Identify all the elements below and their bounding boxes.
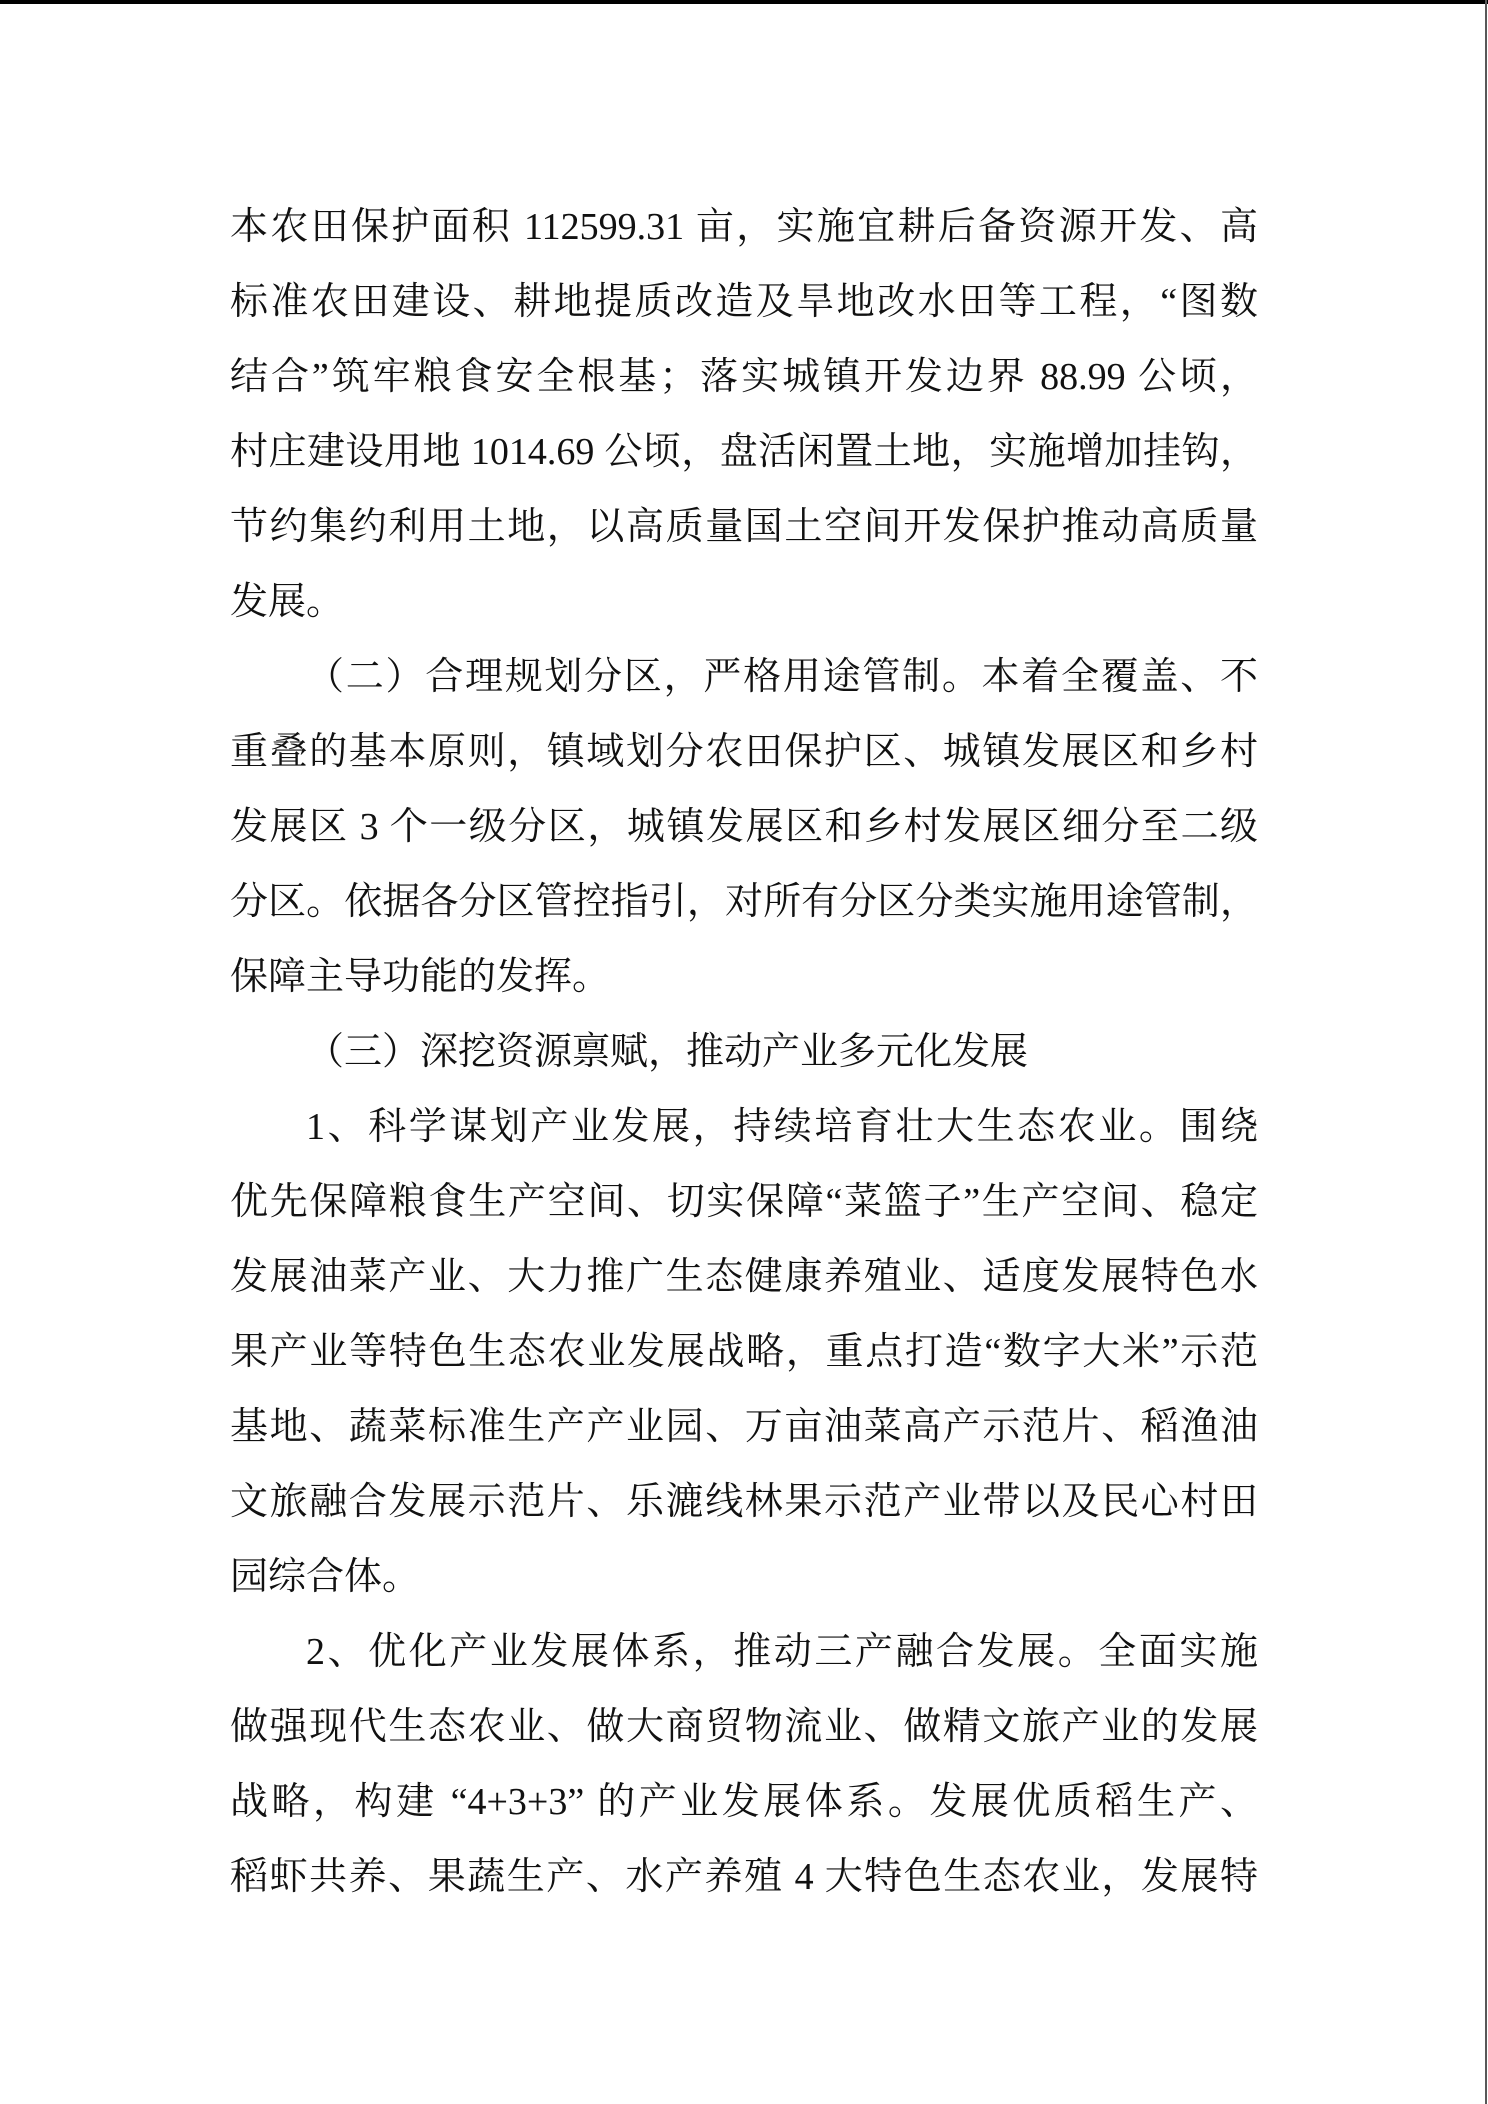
text-line: 本农田保护面积 112599.31 亩，实施宜耕后备资源开发、高 <box>230 206 1258 248</box>
text-line: 分区。依据各分区管控指引，对所有分区分类实施用途管制， <box>230 881 1258 923</box>
text-line: 战略，构建 “4+3+3” 的产业发展体系。发展优质稻生产、 <box>230 1781 1258 1823</box>
text-line: 节约集约利用土地，以高质量国土空间开发保护推动高质量 <box>230 506 1258 548</box>
text-line: 发展油菜产业、大力推广生态健康养殖业、适度发展特色水 <box>230 1256 1258 1298</box>
text-line: 1、科学谋划产业发展，持续培育壮大生态农业。围绕 <box>306 1106 1258 1148</box>
text-line: 2、优化产业发展体系，推动三产融合发展。全面实施 <box>306 1631 1258 1673</box>
text-line: 园综合体。 <box>230 1556 421 1598</box>
text-line: 结合”筑牢粮食安全根基；落实城镇开发边界 88.99 公顷， <box>230 356 1258 398</box>
text-line: 保障主导功能的发挥。 <box>230 956 611 998</box>
text-line: 重叠的基本原则，镇域划分农田保护区、城镇发展区和乡村 <box>230 731 1258 773</box>
text-line: 村庄建设用地 1014.69 公顷，盘活闲置土地，实施增加挂钩， <box>230 431 1258 473</box>
text-line: 标准农田建设、耕地提质改造及旱地改水田等工程，“图数 <box>230 281 1258 323</box>
text-line: 果产业等特色生态农业发展战略，重点打造“数字大米”示范 <box>230 1331 1258 1373</box>
scan-top-edge <box>0 0 1488 4</box>
text-line: 发展。 <box>230 581 345 623</box>
text-line: 优先保障粮食生产空间、切实保障“菜篮子”生产空间、稳定 <box>230 1181 1258 1223</box>
text-line: （三）深挖资源禀赋，推动产业多元化发展 <box>306 1031 1029 1073</box>
document-text <box>230 190 1258 1915</box>
text-line: 发展区 3 个一级分区，城镇发展区和乡村发展区细分至二级 <box>230 806 1258 848</box>
scan-right-edge <box>1485 0 1487 2104</box>
text-line: 做强现代生态农业、做大商贸物流业、做精文旅产业的发展 <box>230 1706 1258 1748</box>
text-line: 稻虾共养、果蔬生产、水产养殖 4 大特色生态农业，发展特 <box>230 1856 1258 1898</box>
text-line: 文旅融合发展示范片、乐漉线林果示范产业带以及民心村田 <box>230 1481 1258 1523</box>
text-line: （二）合理规划分区，严格用途管制。本着全覆盖、不 <box>306 656 1258 698</box>
text-line: 基地、蔬菜标准生产产业园、万亩油菜高产示范片、稻渔油 <box>230 1406 1258 1448</box>
